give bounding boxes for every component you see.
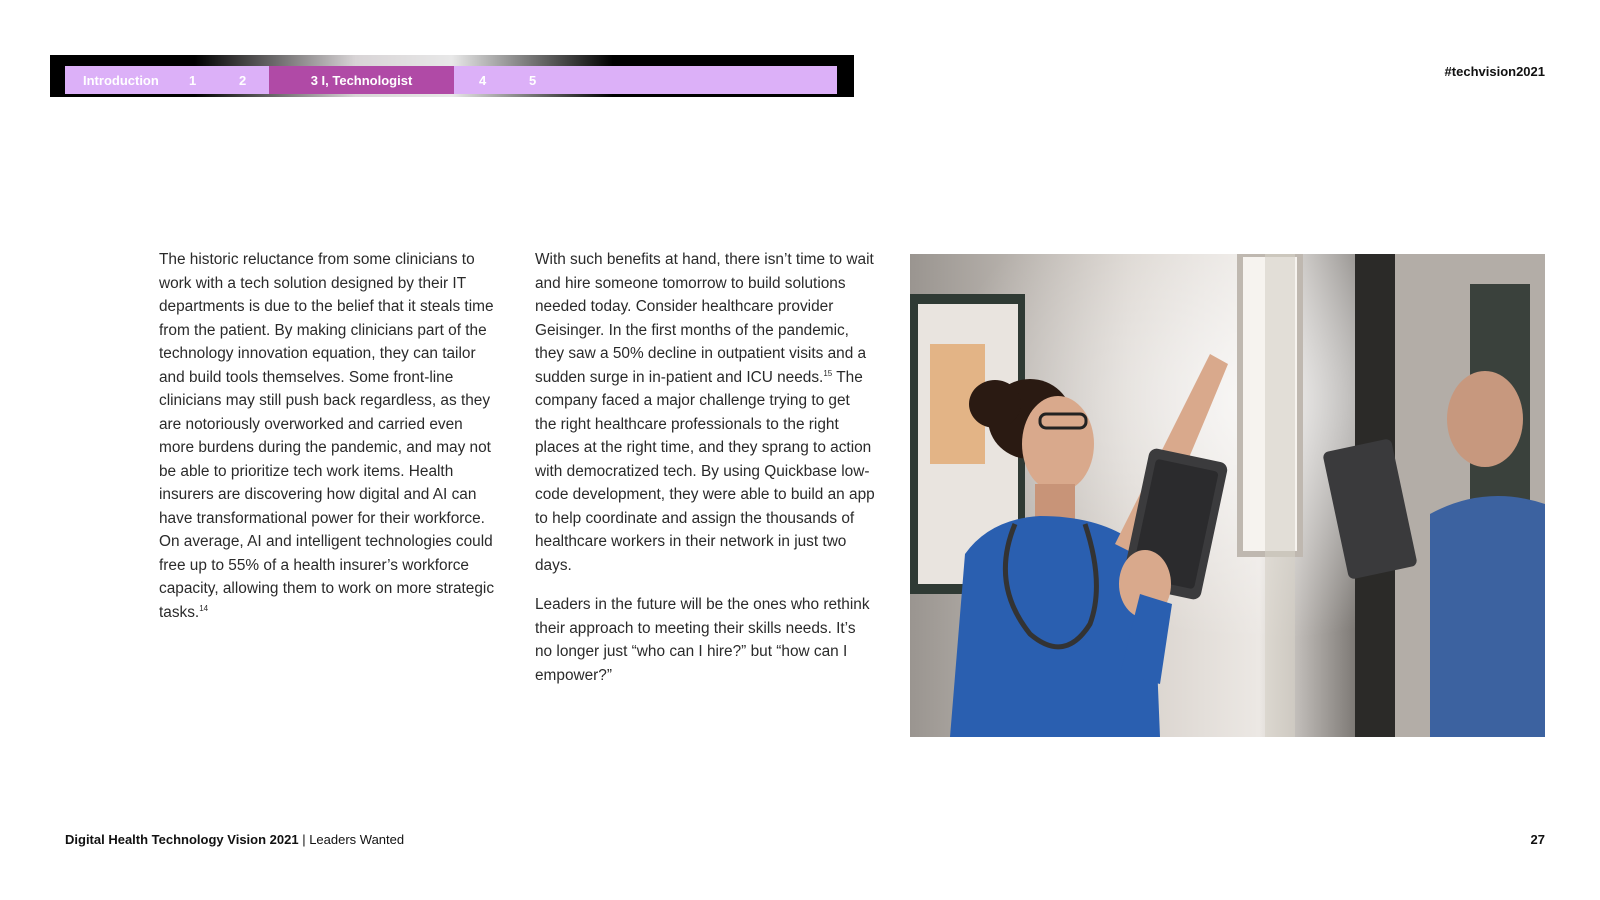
hashtag: #techvision2021: [1444, 64, 1545, 79]
footer-separator: |: [298, 832, 310, 847]
body-paragraph: [535, 248, 875, 577]
paragraph-text: With such benefits at hand, there isn’t time to wait and hire someone tomorrow to build solutions needed today. Consider healthcare provider Geisinger. In the first months of the pandemic, they saw a 50% decline in outpatient visits and a sudden surge in in-patient and ICU needs.: [535, 251, 874, 386]
section-nav-frame: [50, 55, 854, 97]
footnote-ref[interactable]: 15: [823, 368, 833, 378]
paragraph-text: The company faced a major challenge trying to get the right healthcare professionals to the right places at the right time, and they sprang to action with democratized tech. By using Quickbase low-code development, they were able to build an app to help coordinate and assign the thousands of healthcare workers in their network in just two days.: [535, 368, 875, 574]
nav-tab-2[interactable]: 2: [239, 72, 247, 88]
footer-subtitle: Leaders Wanted: [309, 832, 405, 847]
nurse-illustration: [910, 254, 1545, 737]
section-nav: [65, 66, 837, 94]
nav-tab-introduction[interactable]: Introduction: [83, 72, 159, 88]
paragraph-text: The historic reluctance from some clinicians to work with a tech solution designed by their IT departments is due to the belief that it steals time from the patient. By making clinicians part of the technology innovation equation, they can tailor and build tools themselves. Some front-line clinicians may still push back regardless, as they are notoriously overworked and carried even more burdens during the pandemic, and may not be able to prioritize tech work items. Health insurers are discovering how digital and AI can have transformational power for their workforce. On average, AI and intelligent technologies could free up to 55% of a health insurer’s workforce capacity, allowing them to work on more strategic tasks.: [159, 251, 495, 621]
footer-title: Digital Health Technology Vision 2021: [65, 832, 299, 847]
footer: [65, 832, 404, 847]
page-number: 27: [1530, 832, 1545, 847]
body-paragraph: Leaders in the future will be the ones who rethink their approach to meeting their skills needs. It’s no longer just “who can I hire?” but “how can I empower?”: [535, 596, 870, 684]
nav-tab-3-active[interactable]: 3 I, Technologist: [269, 66, 454, 94]
footnote-ref[interactable]: 14: [199, 603, 209, 613]
body-column-2: [535, 248, 875, 687]
nurse-photo: [910, 254, 1545, 737]
nav-tab-5[interactable]: 5: [529, 72, 537, 88]
nav-tab-4[interactable]: 4: [479, 72, 487, 88]
nav-tab-1[interactable]: 1: [189, 72, 197, 88]
body-paragraph: [159, 248, 499, 624]
body-column-1: [159, 248, 499, 624]
